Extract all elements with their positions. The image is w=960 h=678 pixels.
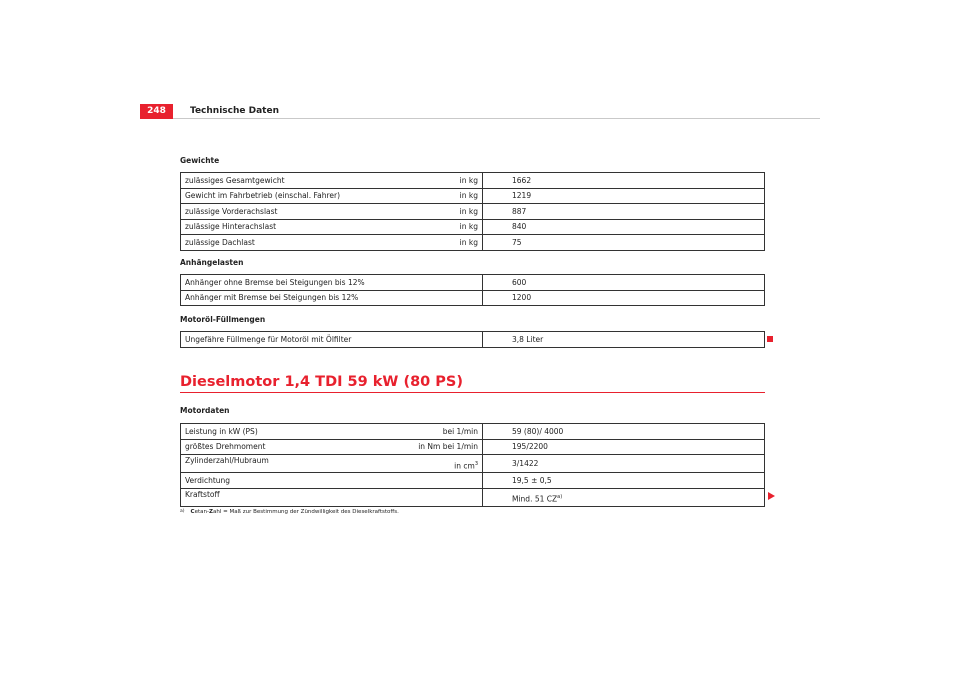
footnote-mark: a)	[180, 509, 185, 514]
engine-table	[180, 423, 765, 507]
row-value: 1219	[483, 188, 765, 204]
value-footnote-ref: a)	[557, 494, 563, 500]
row-label: größtes Drehmoment	[181, 439, 408, 455]
table-row	[181, 219, 765, 235]
row-unit: in kg	[407, 173, 483, 189]
table-row	[181, 173, 765, 189]
table-row	[181, 473, 765, 489]
row-label: zulässige Vorderachslast	[181, 204, 408, 220]
table-row	[181, 488, 765, 506]
row-label: zulässige Hinterachslast	[181, 219, 408, 235]
row-value: 59 (80)/ 4000	[483, 424, 765, 440]
row-value: 19,5 ± 0,5	[483, 473, 765, 489]
table-row	[181, 188, 765, 204]
page-header-title: Technische Daten	[190, 106, 279, 116]
header-divider	[173, 118, 820, 119]
table-row	[181, 439, 765, 455]
row-label: zulässiges Gesamtgewicht	[181, 173, 408, 189]
table-row	[181, 275, 765, 291]
table-row	[181, 455, 765, 473]
trailer-table	[180, 274, 765, 306]
row-unit: in kg	[407, 188, 483, 204]
row-unit: bei 1/min	[407, 424, 483, 440]
row-label: zulässige Dachlast	[181, 235, 408, 251]
row-value: 75	[483, 235, 765, 251]
row-value: 600	[483, 275, 765, 291]
row-unit: in kg	[407, 219, 483, 235]
weights-table	[180, 172, 765, 251]
table-row	[181, 235, 765, 251]
footnote-text-1: etan-	[194, 509, 209, 515]
unit-superscript: 3	[474, 460, 478, 467]
row-value: 3,8 Liter	[483, 332, 765, 348]
footnote-c-letter: C	[190, 509, 195, 515]
row-value: 3/1422	[483, 455, 765, 473]
row-label: Kraftstoff	[181, 488, 408, 506]
table-row	[181, 204, 765, 220]
engine-title-divider	[180, 392, 765, 393]
unit-text: in cm	[454, 461, 475, 470]
page-number: 248	[140, 104, 173, 119]
footnote-z-letter: Z	[208, 509, 213, 515]
row-unit	[407, 473, 483, 489]
oil-table	[180, 331, 765, 348]
row-value	[483, 488, 765, 506]
row-label: Anhänger mit Bremse bei Steigungen bis 12%	[181, 290, 483, 306]
row-label: Gewicht im Fahrbetrieb (einschal. Fahrer)	[181, 188, 408, 204]
row-label: Anhänger ohne Bremse bei Steigungen bis 12%	[181, 275, 483, 291]
row-unit: in Nm bei 1/min	[407, 439, 483, 455]
row-label: Ungefähre Füllmenge für Motoröl mit Ölfilter	[181, 332, 483, 348]
table-row	[181, 332, 765, 348]
footnote-text-2: ahl = Maß zur Bestimmung der Zündwilligkeit des Dieselkraftstoffs.	[212, 509, 399, 515]
value-text: Mind. 51 CZ	[512, 494, 558, 504]
table-row	[181, 424, 765, 440]
row-value: 1200	[483, 290, 765, 306]
row-value: 1662	[483, 173, 765, 189]
table-row	[181, 290, 765, 306]
row-unit	[407, 455, 483, 473]
row-value: 195/2200	[483, 439, 765, 455]
trailer-heading: Anhängelasten	[180, 258, 244, 267]
row-value: 887	[483, 204, 765, 220]
row-value: 840	[483, 219, 765, 235]
oil-heading: Motoröl-Füllmengen	[180, 315, 266, 324]
footnote	[180, 509, 399, 515]
weights-heading: Gewichte	[180, 156, 220, 165]
section-end-marker	[767, 336, 773, 342]
continue-arrow-icon	[768, 492, 775, 500]
row-label: Zylinderzahl/Hubraum	[181, 455, 408, 473]
row-label: Leistung in kW (PS)	[181, 424, 408, 440]
engine-heading: Motordaten	[180, 406, 230, 415]
row-unit	[407, 488, 483, 506]
row-unit: in kg	[407, 235, 483, 251]
row-unit: in kg	[407, 204, 483, 220]
row-label: Verdichtung	[181, 473, 408, 489]
engine-section-title: Dieselmotor 1,4 TDI 59 kW (80 PS)	[180, 374, 464, 390]
